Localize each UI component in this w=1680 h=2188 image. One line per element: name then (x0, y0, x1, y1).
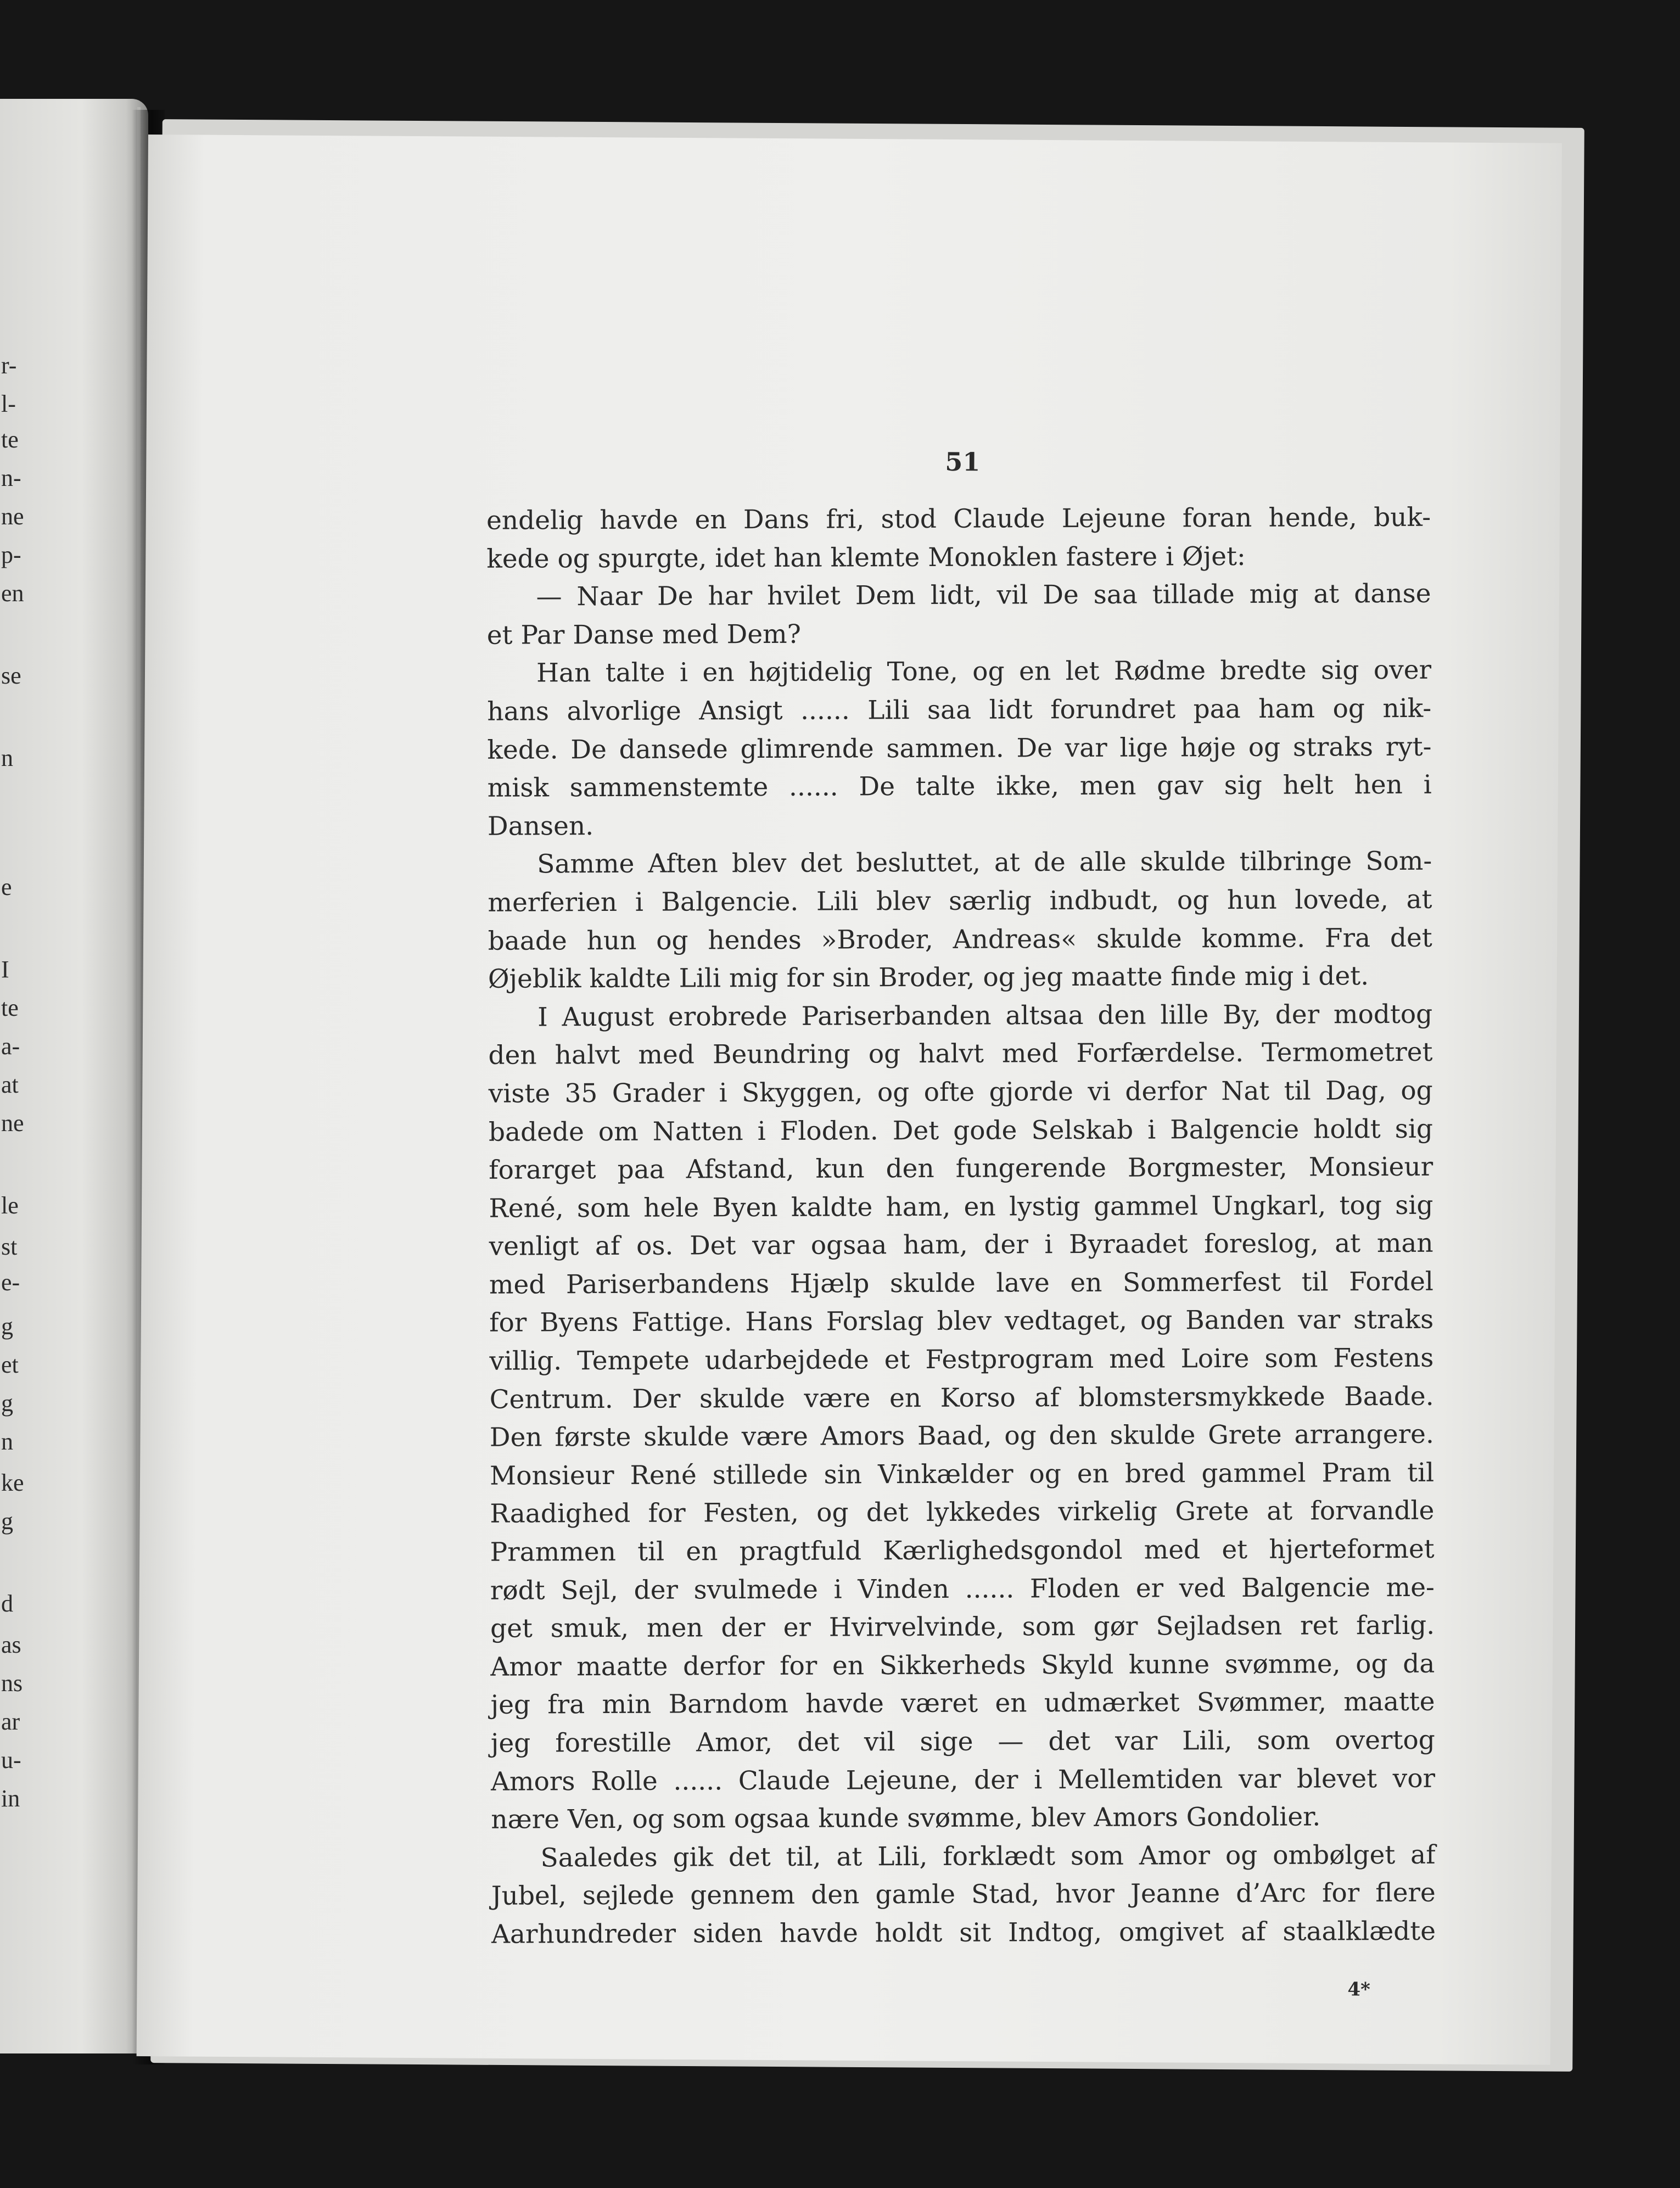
text-line: forarget paa Afstand, kun den fungerende Borgmester, Monsieur (489, 1151, 1433, 1185)
page-number: 51 (945, 446, 981, 477)
left-fragment: ar (1, 1708, 20, 1735)
text-line: hans alvorlige Ansigt ...... Lili saa lidt forundret paa ham og nik- (487, 693, 1432, 727)
left-fragment: p- (1, 541, 21, 568)
text-line: et Par Danse med Dem? (486, 619, 801, 651)
text-line: Amor maatte derfor for en Sikkerheds Skyld kunne svømme, og da (490, 1648, 1435, 1682)
left-fragment: n (1, 745, 13, 771)
left-fragment: te (1, 994, 19, 1021)
text-line: Samme Aften blev det besluttet, at de alle skulde tilbringe Som- (537, 846, 1432, 880)
left-fragment: g (1, 1390, 13, 1417)
left-fragment: et (1, 1351, 19, 1378)
text-line: René, som hele Byen kaldte ham, en lystig gammel Ungkarl, tog sig (489, 1190, 1433, 1224)
text-line: Jubel, sejlede gennem den gamle Stad, hvor Jeanne d’Arc for flere (491, 1878, 1436, 1912)
text-line: med Pariserbandens Hjælp skulde lave en Sommerfest til Fordel (489, 1266, 1433, 1300)
text-line: Øjeblik kaldte Lili mig for sin Broder, og jeg maatte finde mig i det. (488, 961, 1369, 994)
left-fragment: r- (1, 352, 17, 379)
text-line: for Byens Fattige. Hans Forslag blev vedtaget, og Banden var straks (489, 1305, 1434, 1339)
left-fragment: ns (1, 1670, 23, 1697)
text-line: endelig havde en Dans fri, stod Claude Lejeune foran hende, buk- (486, 502, 1431, 536)
left-fragment: e- (1, 1269, 20, 1296)
text-line: nære Ven, og som ogsaa kunde svømme, blev Amors Gondolier. (491, 1801, 1321, 1835)
left-fragment: te (1, 426, 19, 453)
text-line: I August erobrede Pariserbanden altsaa den lille By, der modtog (537, 999, 1433, 1033)
left-fragment: ne (1, 503, 24, 530)
left-fragment: n- (1, 465, 21, 491)
text-line: Monsieur René stillede sin Vinkælder og en bred gammel Pram til (490, 1457, 1435, 1491)
left-fragment: d (1, 1590, 13, 1617)
text-line: get smuk, men der er Hvirvelvinde, som gør Sejladsen ret farlig. (490, 1610, 1435, 1644)
left-fragment: en (1, 580, 24, 607)
text-line: kede og spurgte, idet han klemte Monoklen fastere i Øjet: (486, 541, 1246, 574)
text-line: — Naar De har hvilet Dem lidt, vil De saa tillade mig at danse (536, 578, 1431, 612)
text-line: Dansen. (487, 810, 594, 842)
left-fragment: n (1, 1428, 13, 1455)
text-line: Centrum. Der skulde være en Korso af blomstersmykkede Baade. (489, 1381, 1434, 1415)
left-fragment: l- (1, 390, 16, 417)
left-fragment: ne (1, 1110, 24, 1137)
signature-mark: 4* (1347, 1978, 1370, 2001)
text-line: kede. De dansede glimrende sammen. De var lige høje og straks ryt- (487, 731, 1432, 765)
left-fragment: I (1, 956, 9, 983)
text-line: Raadighed for Festen, og det lykkedes virkelig Grete at forvandle (490, 1496, 1435, 1530)
left-fragment: a- (1, 1033, 20, 1060)
text-line: merferien i Balgencie. Lili blev særlig indbudt, og hun lovede, at (488, 884, 1432, 918)
text-line: baade hun og hendes »Broder, Andreas« skulde komme. Fra det (488, 922, 1432, 956)
text-line: Han talte i en højtidelig Tone, og en let Rødme bredte sig over (536, 655, 1432, 689)
text-line: viste 35 Grader i Skyggen, og ofte gjorde vi derfor Nat til Dag, og (488, 1075, 1433, 1109)
text-line: Aarhundreder siden havde holdt sit Indtog, omgivet af staalklædte (491, 1916, 1436, 1950)
text-line: rødt Sejl, der svulmede i Vinden ...... Floden er ved Balgencie me- (490, 1572, 1435, 1606)
left-fragment: e (1, 874, 12, 900)
text-line: Den første skulde være Amors Baad, og den skulde Grete arrangere. (489, 1419, 1434, 1453)
left-fragment: at (1, 1071, 19, 1098)
text-line: den halvt med Beundring og halvt med Forfærdelse. Termometret (488, 1037, 1433, 1071)
text-line: Saaledes gik det til, at Lili, forklædt som Amor og ombølget af (540, 1839, 1436, 1873)
text-line: badede om Natten i Floden. Det gode Selskab i Balgencie holdt sig (488, 1113, 1433, 1148)
right-page (137, 135, 1562, 2065)
text-line: Prammen til en pragtfuld Kærlighedsgondol med et hjerteformet (490, 1534, 1435, 1568)
text-line: misk sammenstemte ...... De talte ikke, men gav sig helt hen i (487, 769, 1432, 803)
text-line: Amors Rolle ...... Claude Lejeune, der i Mellemtiden var blevet vor (490, 1763, 1436, 1797)
left-fragment: ke (1, 1469, 24, 1496)
left-fragment: g (1, 1313, 13, 1340)
left-fragment: in (1, 1785, 20, 1812)
text-line: villig. Tempete udarbejdede et Festprogram med Loire som Festens (489, 1342, 1434, 1376)
left-fragment: st (1, 1233, 18, 1260)
left-fragment: g (1, 1508, 13, 1535)
left-fragment: se (1, 662, 21, 689)
body-text (486, 499, 1436, 1954)
left-fragment: u- (1, 1747, 21, 1773)
left-fragment: as (1, 1631, 21, 1658)
text-line: jeg forestille Amor, det vil sige — det var Lili, som overtog (490, 1725, 1435, 1759)
text-line: venligt af os. Det var ogsaa ham, der i Byraadet foreslog, at man (489, 1228, 1433, 1262)
left-fragment: le (1, 1192, 19, 1219)
text-line: jeg fra min Barndom havde været en udmærket Svømmer, maatte (490, 1687, 1435, 1721)
